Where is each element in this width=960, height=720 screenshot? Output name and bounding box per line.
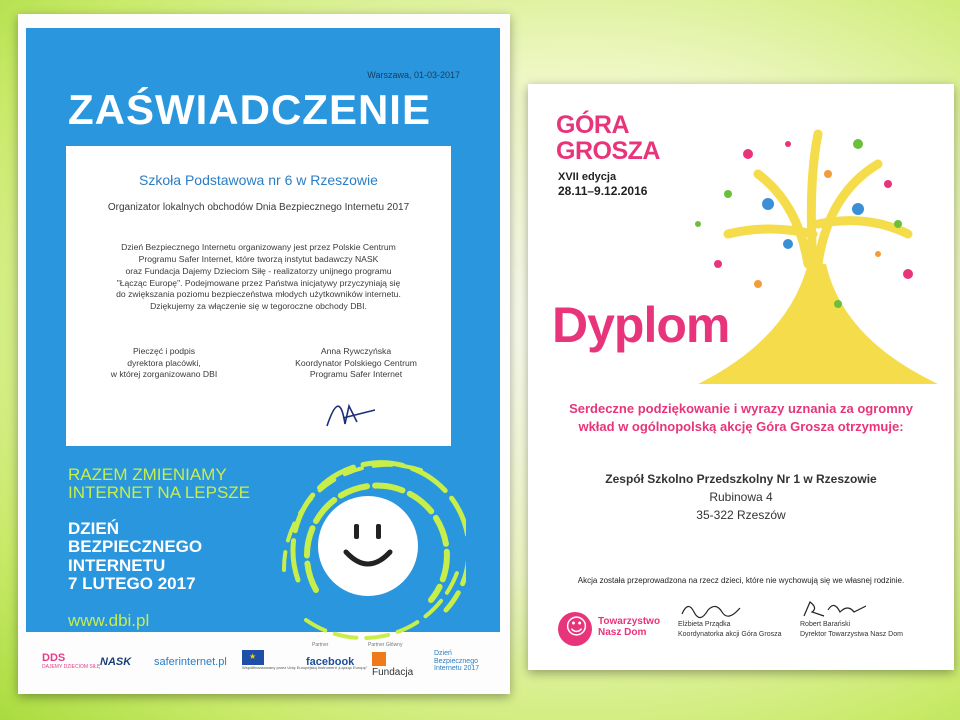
- logo-line: Nasz Dom: [598, 627, 647, 638]
- body-line: Dziękujemy za włączenie się w tegoroczne obchody DBI.: [150, 301, 367, 312]
- slogan: [68, 466, 250, 502]
- diploma-note: Akcja została przeprowadzona na rzecz dzieci, które nie wychowują się we własnej rodzinie.: [577, 576, 905, 585]
- edition-label: XVII edycja: [558, 171, 617, 183]
- eu-flag-icon: [242, 650, 264, 665]
- recipient-name: Zespół Szkolno Przedszkolny Nr 1 w Rzeszowie: [605, 472, 877, 486]
- handwritten-signature: [800, 598, 870, 620]
- logo-small: DAJEMY DZIECIOM SIŁĘ: [42, 664, 101, 670]
- diploma-title: Dyplom: [552, 297, 730, 353]
- nask-logo: NASK: [100, 656, 132, 668]
- logo-caption: Partner: [312, 642, 329, 648]
- smiley-icon: [276, 460, 466, 640]
- towarzystwo-nasz-dom-logo: [558, 612, 678, 648]
- sig-line: Pieczęć i podpis: [132, 346, 196, 356]
- signature-block-director: [800, 598, 903, 640]
- saferinternet-logo: saferinternet.pl: [154, 656, 227, 668]
- logo-line: GÓRA: [556, 111, 629, 139]
- logo-line: Internetu 2017: [434, 665, 480, 673]
- logo-small: Współfinansowany przez Unię Europejską Instrument „Łącząc Europę”: [242, 665, 368, 670]
- signature-block-coordinator: [678, 598, 782, 640]
- thanks-line: Serdeczne podziękowanie i wyrazy uznania za ogromny: [569, 401, 913, 416]
- recipient-address: 35-322 Rzeszów: [696, 508, 786, 522]
- slogan-line: INTERNET NA LEPSZE: [68, 482, 251, 502]
- event-name: [68, 520, 202, 593]
- signature-block-director: [94, 346, 234, 381]
- diploma-document: [528, 84, 954, 670]
- signer-role: Dyrektor Towarzystwa Nasz Dom: [800, 631, 903, 639]
- thanks-line: wkład w ogólnopolską akcję Góra Grosza otrzymuje:: [578, 418, 904, 434]
- logo-line: Dzień: [434, 650, 452, 657]
- sig-line: Programu Safer Internet: [309, 369, 403, 380]
- certificate-organizer: Organizator lokalnych obchodów Dnia Bezpiecznego Internetu 2017: [107, 202, 410, 213]
- signer-name: Elżbieta Prządka: [678, 621, 731, 628]
- signer-role: Koordynatorka akcji Góra Grosza: [678, 631, 782, 639]
- body-line: do zwiększania poziomu bezpieczeństwa młodych użytkowników internetu.: [116, 289, 401, 300]
- logo-line: Towarzystwo: [598, 616, 661, 627]
- certificate-school-name: Szkoła Podstawowa nr 6 w Rzeszowie: [139, 172, 378, 188]
- logo-caption: Partner Główny: [368, 642, 403, 648]
- signer-name: Robert Barański: [800, 621, 851, 628]
- sig-line: w której zorganizowano DBI: [110, 369, 218, 380]
- sponsor-logos: [42, 642, 492, 682]
- event-line: 7 LUTEGO 2017: [68, 574, 196, 594]
- certificate-body-text: [84, 242, 433, 313]
- diploma-recipient: [528, 470, 954, 524]
- signature-block-coordinator: [281, 346, 431, 381]
- certificate-blue-panel: [26, 28, 500, 632]
- smiley-badge-icon: [558, 612, 592, 646]
- event-url: www.dbi.pl: [68, 611, 150, 630]
- handwritten-signature: [323, 396, 381, 432]
- slogan-line: RAZEM ZMIENIAMY: [68, 465, 227, 484]
- fundacja-logo: Fundacja: [372, 652, 413, 678]
- logo-text: DDS: [42, 652, 66, 664]
- event-line: INTERNETU: [68, 555, 166, 575]
- event-line: BEZPIECZNEGO: [68, 537, 203, 557]
- sig-line: Koordynator Polskiego Centrum: [295, 357, 417, 368]
- certificate-document: [18, 14, 510, 694]
- logo-line: Bezpiecznego: [434, 657, 478, 665]
- recipient-address: Rubinowa 4: [709, 490, 773, 504]
- diploma-edition: [558, 170, 647, 200]
- edition-dates: 28.11–9.12.2016: [558, 184, 648, 199]
- facebook-logo: facebook: [306, 656, 355, 668]
- body-line: "Łącząc Europę". Podejmowane przez Państwa inicjatywy przyczyniają się: [116, 277, 401, 288]
- logo-line: GROSZA: [556, 137, 660, 165]
- certificate-date: Warszawa, 01-03-2017: [367, 70, 460, 80]
- sig-line: Anna Rywczyńska: [320, 346, 392, 356]
- certificate-content-box: [66, 146, 451, 446]
- handwritten-signature: [678, 598, 748, 620]
- body-line: Programu Safer Internet, które tworzą instytut badawczy NASK: [138, 253, 379, 264]
- body-line: Dzień Bezpiecznego Internetu organizowany jest przez Polskie Centrum: [121, 242, 396, 252]
- sig-line: dyrektora placówki,: [127, 357, 201, 368]
- body-line: oraz Fundacja Dajemy Dzieciom Siłę - realizatorzy unijnego programu: [125, 265, 392, 276]
- dds-logo: [42, 652, 100, 670]
- diploma-thanks: [538, 400, 944, 436]
- gora-grosza-logo: [556, 112, 660, 164]
- dbi-logo: [434, 650, 479, 673]
- certificate-title: ZAŚWIADCZENIE: [68, 86, 431, 133]
- event-line: DZIEŃ: [68, 519, 119, 538]
